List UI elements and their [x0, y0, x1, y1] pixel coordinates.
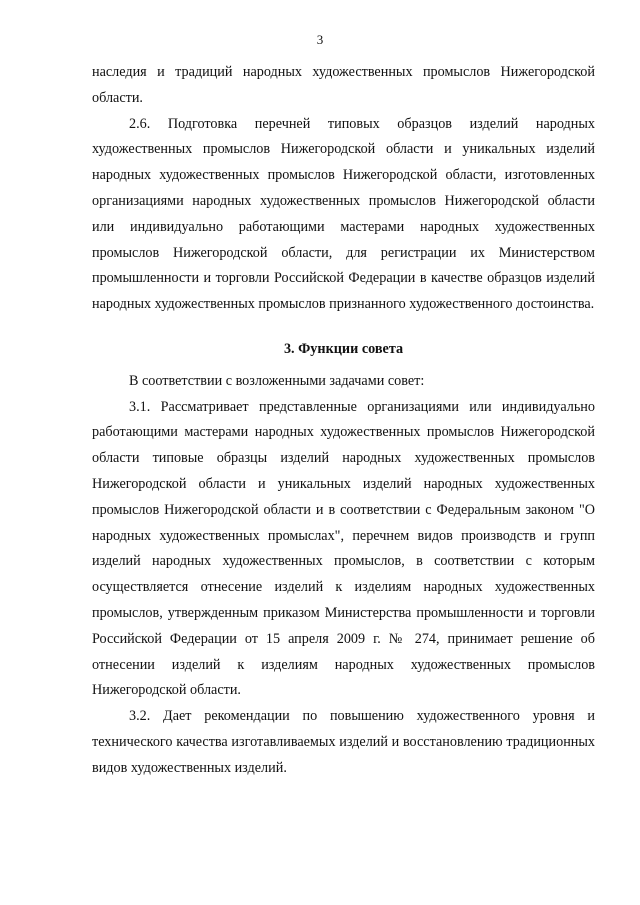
- page-number: 3: [316, 32, 324, 47]
- paragraph-intro: В соответствии с возложенными задачами совет:: [129, 372, 425, 389]
- section-heading: 3. Функции совета: [283, 340, 404, 357]
- paragraph-3-1: 3.1. Рассматривает представленные организациями или индивидуально работающими мастерами народных художественных промыслов Нижегородской области типовые образцы изделий народных художественных промыслов Нижегородской области и уникальных изделий народных художественных промыслов Нижегородской области и в соответствии с Федеральным законом "О народных художественных промыслах", перечнем видов производств и групп изделий народных художественных промыслов, в соответствии с которым осуществляется отнесение изделий к изделиям народных художественных промыслов, утвержденным приказом Министерства промышленности и торговли Российской Федерации от 15 апреля 2009 г. № 274, принимает решение об отнесении изделий к изделиям народных художественных промыслов Нижегородской области.: [92, 398, 595, 699]
- paragraph-3-2: 3.2. Дает рекомендации по повышению художественного уровня и технического качества изготавливаемых изделий и восстановлению традиционных видов художественных изделий.: [92, 708, 595, 776]
- paragraph-2-6: 2.6. Подготовка перечней типовых образцов изделий народных художественных промыслов Нижегородской области и уникальных изделий народных художественных промыслов Нижегородской области, изготовленных организациями народных художественных промыслов Нижегородской области или индивидуально работающими мастерами народных художественных промыслов Нижегородской области, для регистрации их Министерством промышленности и торговли Российской Федерации в качестве образцов изделий народных художественных промыслов признанного художественного достоинства.: [92, 115, 595, 313]
- paragraph-continuation: наследия и традиций народных художественных промыслов Нижегородской области.: [92, 64, 595, 106]
- document-body: [92, 60, 595, 782]
